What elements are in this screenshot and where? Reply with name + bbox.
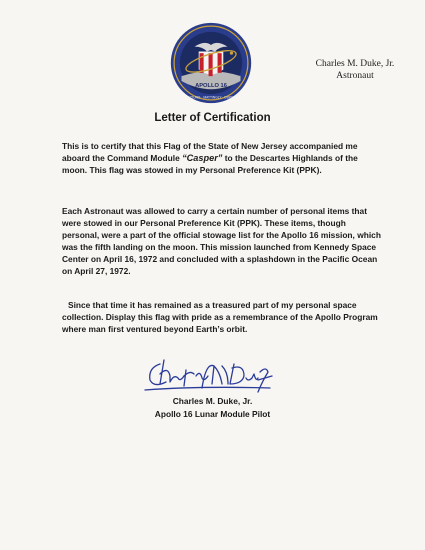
handwritten-signature	[140, 352, 275, 394]
letterhead-title: Astronaut	[336, 71, 374, 81]
paragraph-1-end: to the Descartes Highlands of the moon. This flag was stowed in my Personal Preference Kit (PPK).	[62, 153, 358, 175]
letterhead-name: Charles M. Duke, Jr.	[315, 59, 395, 69]
patch-title: APOLLO 16	[195, 82, 227, 89]
signatory-name: Charles M. Duke, Jr.	[172, 396, 253, 406]
paragraph-ppk: Each Astronaut was allowed to carry a certain number of personal items that were stowed in our Personal Preference Kit (PPK). These items, though personal, were a part of the official stowage list for the Apollo 16 mission, which was the fifth landing on the moon. This mission launched from Kennedy Space Center on April 16, 1972 and concluded with a splashdown in the Pacific Ocean on April 27, 1972.	[62, 206, 381, 276]
apollo-16-mission-patch	[170, 22, 252, 104]
paragraph-certification	[62, 140, 382, 176]
signature-block	[0, 395, 425, 421]
casper-name: “Casper”	[182, 153, 223, 163]
paragraph-remembrance: Since that time it has remained as a treasured part of my personal space collection. Display this flag with pride as a remembrance of the Apollo Program where man first ventured beyond Earth’s orbit.	[62, 300, 378, 334]
signatory-role: Apollo 16 Lunar Module Pilot	[154, 409, 271, 419]
paragraph-1-start: This is to certify that this Flag of the State of New Jersey accompanied me aboard the Command Module	[62, 141, 358, 163]
document-title: Letter of Certification	[154, 112, 271, 124]
letterhead	[300, 58, 410, 82]
patch-crew-names: YOUNG · MATTINGLY · DUKE	[188, 95, 234, 100]
